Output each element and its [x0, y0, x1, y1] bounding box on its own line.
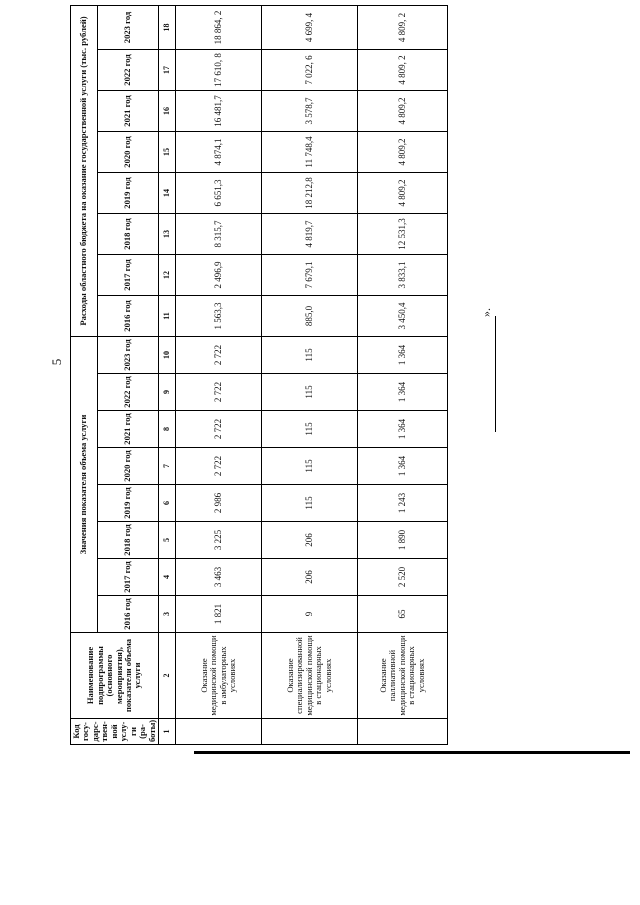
expense-value: 3 578,7 — [262, 91, 358, 132]
column-number: 14 — [159, 173, 176, 214]
closing-quote-mark: ». — [479, 308, 493, 317]
volume-value: 1 364 — [358, 337, 448, 374]
volume-value: 65 — [358, 596, 448, 633]
volume-value: 1 821 — [176, 596, 262, 633]
expense-value: 8 315,7 — [176, 214, 262, 255]
column-number: 11 — [159, 296, 176, 337]
expense-value: 4 809,2 — [358, 173, 448, 214]
column-number: 1 — [159, 719, 176, 745]
volume-value: 1 364 — [358, 448, 448, 485]
volume-value: 2 722 — [176, 337, 262, 374]
column-number: 10 — [159, 337, 176, 374]
expense-value: 4 809, 2 — [358, 50, 448, 91]
expense-value: 4 699, 4 — [262, 5, 358, 49]
row-code — [358, 719, 448, 745]
code-header: Код госу-дарс-твен-ной услу-ги (ра-боты) — [71, 719, 159, 745]
expense-value: 6 651,3 — [176, 173, 262, 214]
expense-value: 7 679,1 — [262, 255, 358, 296]
short-divider-line — [495, 316, 496, 432]
year-header: 2021 год — [98, 411, 159, 448]
year-header: 2018 год — [98, 522, 159, 559]
year-header: 2020 год — [98, 448, 159, 485]
volume-value: 9 — [262, 596, 358, 633]
expense-value: 4 809,2 — [358, 132, 448, 173]
column-number: 9 — [159, 374, 176, 411]
expense-value: 18 864, 2 — [176, 5, 262, 49]
expense-value: 7 022, 6 — [262, 50, 358, 91]
volume-value: 2 520 — [358, 559, 448, 596]
expense-value: 17 610, 8 — [176, 50, 262, 91]
column-number: 13 — [159, 214, 176, 255]
expense-value: 11 748,4 — [262, 132, 358, 173]
expense-value: 12 531,3 — [358, 214, 448, 255]
expense-value: 885,0 — [262, 296, 358, 337]
column-number: 12 — [159, 255, 176, 296]
column-number: 6 — [159, 485, 176, 522]
row-name: Оказание медицинской помощи в амбулаторных условиях — [176, 633, 262, 719]
volume-value: 206 — [262, 559, 358, 596]
volume-value: 3 463 — [176, 559, 262, 596]
row-code — [262, 719, 358, 745]
column-number: 18 — [159, 5, 176, 49]
year-header: 2019 год — [98, 173, 159, 214]
column-number: 17 — [159, 50, 176, 91]
column-number: 3 — [159, 596, 176, 633]
column-number: 4 — [159, 559, 176, 596]
volume-value: 1 890 — [358, 522, 448, 559]
year-header: 2021 год — [98, 91, 159, 132]
row-code — [176, 719, 262, 745]
expense-value: 3 450,4 — [358, 296, 448, 337]
volume-value: 206 — [262, 522, 358, 559]
expense-value: 4 809, 2 — [358, 5, 448, 49]
volume-value: 1 243 — [358, 485, 448, 522]
column-number: 15 — [159, 132, 176, 173]
volume-value: 3 225 — [176, 522, 262, 559]
year-header: 2017 год — [98, 255, 159, 296]
expense-value: 4 809,2 — [358, 91, 448, 132]
volume-value: 2 722 — [176, 448, 262, 485]
year-header: 2022 год — [98, 374, 159, 411]
row-name: Оказание паллиативной медицинской помощи в стационарных условиях — [358, 633, 448, 719]
column-number: 2 — [159, 633, 176, 719]
volume-value: 1 364 — [358, 411, 448, 448]
page-number: 5 — [49, 358, 64, 366]
year-header: 2022 год — [98, 50, 159, 91]
row-name: Оказание специализированной медицинской помощи в стационарных условиях — [262, 633, 358, 719]
volume-value: 115 — [262, 485, 358, 522]
expense-value: 1 563,3 — [176, 296, 262, 337]
table-row — [358, 5, 448, 744]
expense-value: 18 212,8 — [262, 173, 358, 214]
volume-value: 115 — [262, 374, 358, 411]
rotated-table-wrapper — [70, 10, 443, 745]
year-header: 2023 год — [98, 5, 159, 49]
expense-value: 4 874,1 — [176, 132, 262, 173]
volume-value: 2 722 — [176, 374, 262, 411]
volume-value: 115 — [262, 448, 358, 485]
long-divider-line — [194, 751, 630, 754]
volume-value: 2 986 — [176, 485, 262, 522]
year-header: 2018 год — [98, 214, 159, 255]
expense-group-header: Расходы областного бюджета на оказание государственной услуги (тыс. рублей) — [71, 5, 98, 336]
volume-value: 1 364 — [358, 374, 448, 411]
year-header: 2020 год — [98, 132, 159, 173]
services-table — [70, 5, 448, 745]
year-header: 2016 год — [98, 596, 159, 633]
column-number: 16 — [159, 91, 176, 132]
volume-group-header: Значения показателя объема услуги — [71, 337, 98, 633]
volume-value: 115 — [262, 337, 358, 374]
year-header: 2023 год — [98, 337, 159, 374]
year-header: 2019 год — [98, 485, 159, 522]
column-numbers-row — [159, 5, 176, 744]
expense-value: 16 481,7 — [176, 91, 262, 132]
expense-value: 3 833,1 — [358, 255, 448, 296]
expense-value: 2 496,9 — [176, 255, 262, 296]
table-row — [262, 5, 358, 744]
volume-value: 2 722 — [176, 411, 262, 448]
column-number: 7 — [159, 448, 176, 485]
column-number: 5 — [159, 522, 176, 559]
expense-value: 4 819,7 — [262, 214, 358, 255]
volume-value: 115 — [262, 411, 358, 448]
header-row-groups — [71, 5, 98, 744]
name-header: Наименование подпрограммы (основного мероприятия), показатели объема услуги — [71, 633, 159, 719]
column-number: 8 — [159, 411, 176, 448]
year-header: 2016 год — [98, 296, 159, 337]
table-row — [176, 5, 262, 744]
year-header: 2017 год — [98, 559, 159, 596]
